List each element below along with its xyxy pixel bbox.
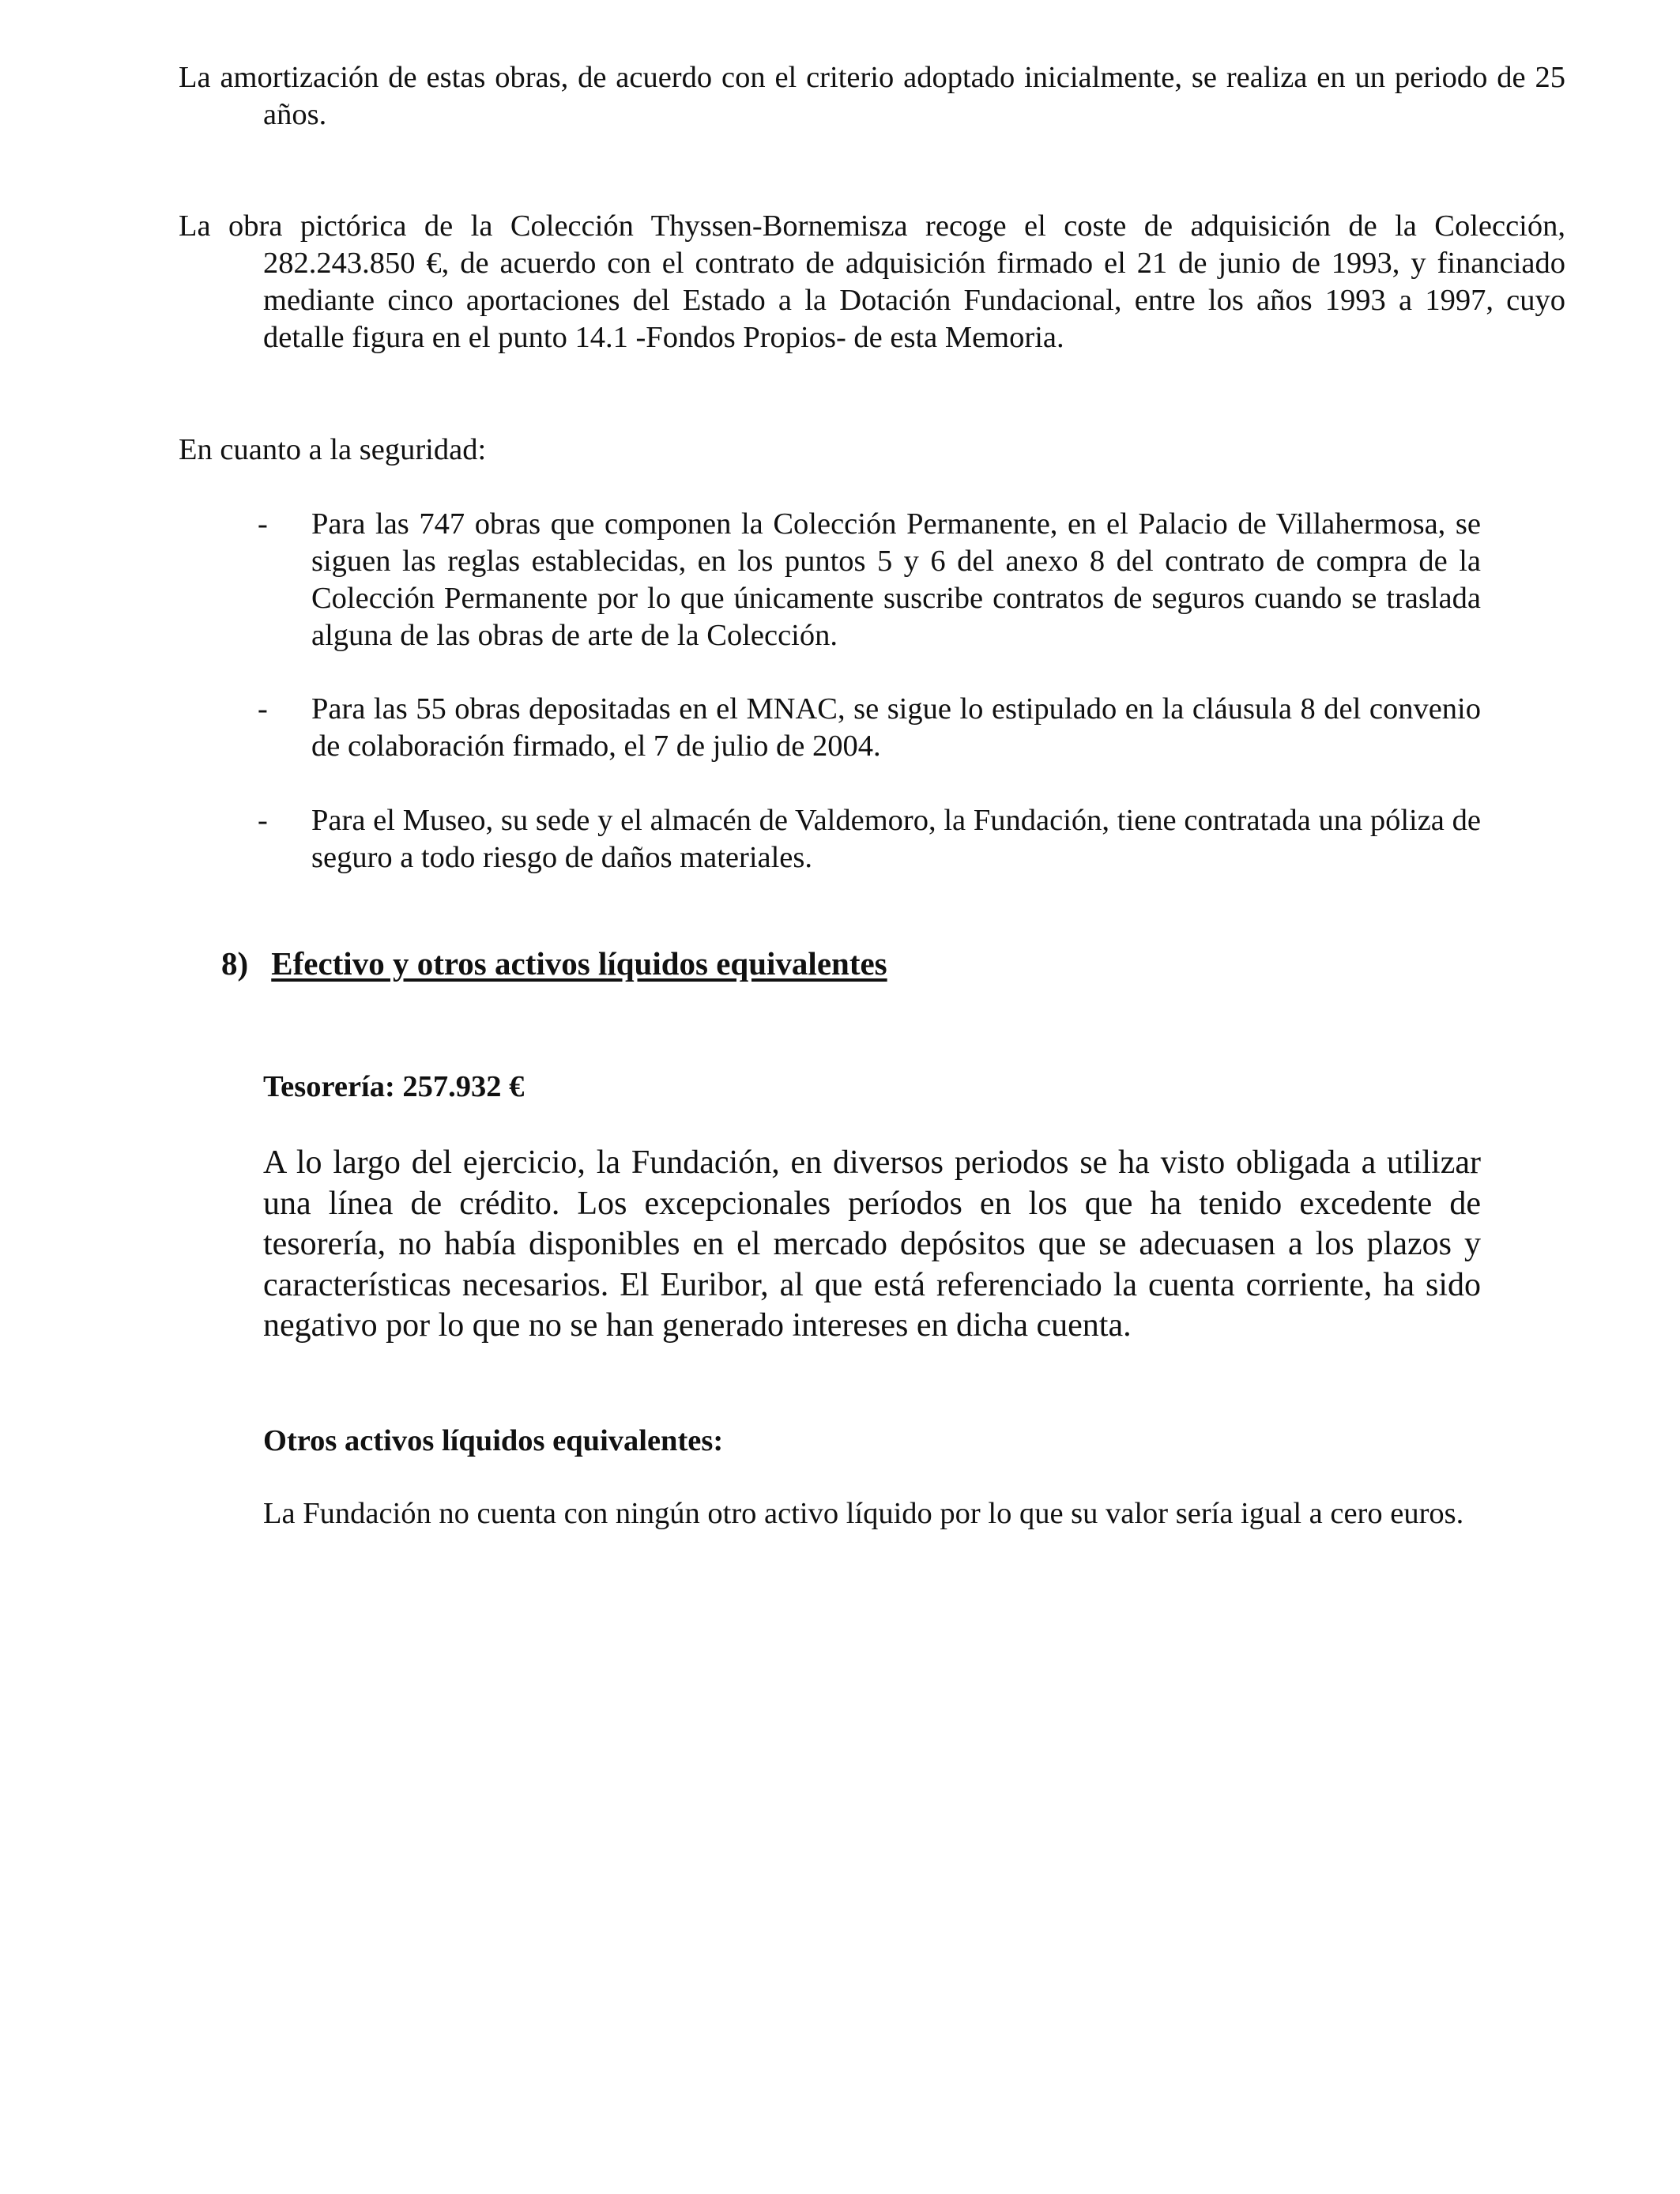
bullet-item-mnac — [258, 691, 1481, 765]
bullet-dash: - — [258, 804, 268, 837]
section-title: Efectivo y otros activos líquidos equivalentes — [271, 945, 887, 982]
otros-activos-heading: Otros activos líquidos equivalentes: — [263, 1424, 724, 1457]
tesoreria-text: A lo largo del ejercicio, la Fundación, en diversos periodos se ha visto obligada a utilizar una línea de crédito. Los excepcionales períodos en los que ha tenido excedente de tesorería, no había disponibles en el mercado depósitos que se adecuasen a los plazos y características necesarios. El Euribor, al que está referenciado la cuenta corriente, ha sido negativo por lo que no se han generado intereses en dicha cuenta. — [263, 1144, 1481, 1344]
bullet-text: Para las 747 obras que componen la Colección Permanente, en el Palacio de Villahermosa, se siguen las reglas establecidas, en los puntos 5 y 6 del anexo 8 del contrato de compra de la Colección Permanente por lo que únicamente suscribe contratos de seguros cuando se traslada alguna de las obras de arte de la Colección. — [311, 507, 1481, 652]
bullet-text: Para el Museo, su sede y el almacén de Valdemoro, la Fundación, tiene contratada una póliza de seguro a todo riesgo de daños materiales. — [311, 804, 1481, 874]
section-number: 8) — [221, 945, 249, 982]
bullet-item-museo — [258, 802, 1481, 876]
bullet-item-coleccion-permanente — [258, 506, 1481, 654]
paragraph-amortizacion: La amortización de estas obras, de acuerdo con el criterio adoptado inicialmente, se realiza en un periodo de 25 años. — [179, 61, 1565, 131]
tesoreria-heading: Tesorería: 257.932 € — [263, 1070, 525, 1103]
seguridad-intro: En cuanto a la seguridad: — [179, 433, 487, 466]
paragraph-obra-pictorica: La obra pictórica de la Colección Thyssen-Bornemisza recoge el coste de adquisición de la Colección, 282.243.850 €, de acuerdo con el contrato de adquisición firmado el 21 de junio de 1993, y financiado mediante cinco aportaciones del Estado a la Dotación Fundacional, entre los años 1993 a 1997, cuyo detalle figura en el punto 14.1 -Fondos Propios- de esta Memoria. — [179, 209, 1565, 354]
bullet-text: Para las 55 obras depositadas en el MNAC, se sigue lo estipulado en la cláusula 8 del convenio de colaboración firmado, el 7 de julio de 2004. — [311, 692, 1481, 763]
section-heading — [221, 944, 887, 983]
bullet-dash: - — [258, 692, 268, 726]
otros-activos-text: La Fundación no cuenta con ningún otro activo líquido por lo que su valor sería igual a cero euros. — [263, 1497, 1464, 1530]
bullet-dash: - — [258, 507, 268, 541]
